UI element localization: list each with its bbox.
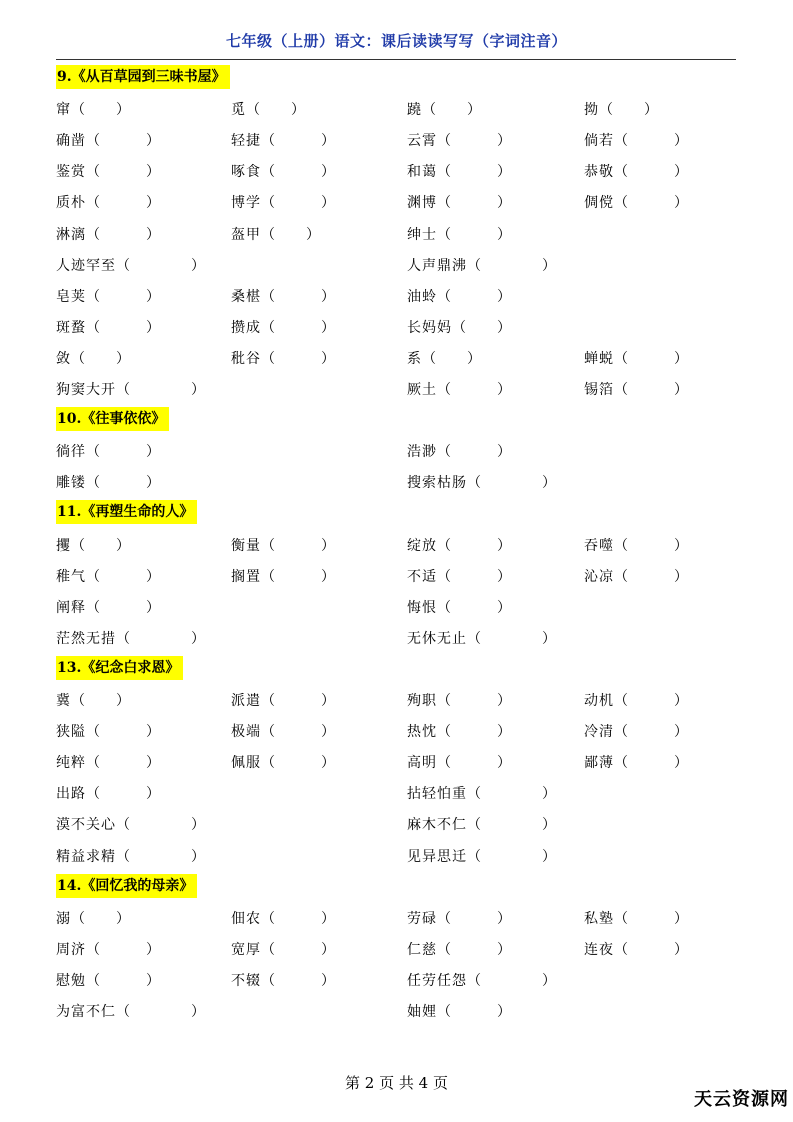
vocab-item: 阐释（ ） (56, 599, 161, 616)
vocab-item: 冷清（ ） (584, 724, 689, 741)
vocab-item: 仁慈（ ） (407, 941, 512, 958)
vocab-item: 极端（ ） (231, 724, 336, 741)
vocab-item: 绅士（ ） (407, 226, 512, 243)
vocab-item: 沁凉（ ） (584, 568, 689, 585)
vocab-item: 慰勉（ ） (56, 972, 161, 989)
vocab-item: 拈轻怕重（ ） (407, 786, 557, 803)
section-title: 11.《再塑生命的人》 (56, 500, 197, 524)
vocab-item: 恭敬（ ） (584, 164, 689, 181)
vocab-item: 劳碌（ ） (407, 910, 512, 927)
vocab-item: 觅（ ） (231, 102, 306, 119)
vocab-item: 吞噬（ ） (584, 537, 689, 554)
vocab-item: 渊博（ ） (407, 195, 512, 212)
vocab-item: 动机（ ） (584, 693, 689, 709)
vocab-item: 狭隘（ ） (56, 724, 161, 741)
vocab-item: 和蔼（ ） (407, 164, 512, 181)
vocab-item: 佩服（ ） (231, 755, 336, 772)
vocab-item: 皂荚（ ） (56, 288, 161, 305)
vocab-item: 拗（ ） (584, 102, 659, 119)
vocab-item: 溺（ ） (56, 910, 131, 927)
vocab-item: 麻木不仁（ ） (407, 817, 557, 834)
vocab-item: 鄙薄（ ） (584, 755, 689, 772)
vocab-item: 倜傥（ ） (584, 195, 689, 212)
vocab-item: 不适（ ） (407, 568, 512, 585)
vocab-item: 稚气（ ） (56, 568, 161, 585)
vocab-item: 不辍（ ） (231, 972, 336, 989)
vocab-item: 佃农（ ） (231, 910, 336, 927)
vocab-item: 轻捷（ ） (231, 133, 336, 150)
vocab-item: 出路（ ） (56, 786, 161, 803)
vocab-item: 漠不关心（ ） (56, 817, 206, 834)
vocab-item: 私塾（ ） (584, 910, 689, 927)
vocab-item: 浩渺（ ） (407, 444, 512, 461)
vocab-item: 攫（ ） (56, 537, 131, 554)
vocab-item: 人声鼎沸（ ） (407, 257, 557, 274)
vocab-item: 任劳任怨（ ） (407, 972, 557, 989)
page-title: 七年级（上册）语文：课后读读写写（字词注音） (225, 32, 567, 50)
vocab-item: 鉴赏（ ） (56, 164, 161, 181)
page-number: 第 2 页 共 4 页 (345, 1074, 448, 1092)
vocab-item: 蹺（ ） (407, 102, 482, 119)
vocab-item: 茫然无措（ ） (56, 630, 206, 647)
vocab-item: 攒成（ ） (231, 319, 336, 336)
vocab-item: 锡箔（ ） (584, 382, 689, 398)
vocab-item: 冀（ ） (56, 693, 131, 709)
vocab-item: 敛（ ） (56, 350, 131, 367)
vocab-item: 淋漓（ ） (56, 226, 161, 243)
vocab-item: 秕谷（ ） (231, 350, 336, 367)
section-title: 14.《回忆我的母亲》 (56, 874, 197, 898)
vocab-item: 派遣（ ） (231, 693, 336, 709)
vocab-item: 云霄（ ） (407, 133, 512, 150)
vocab-item: 精益求精（ ） (56, 848, 206, 865)
vocab-item: 狗窦大开（ ） (56, 382, 206, 398)
vocab-item: 桑椹（ ） (231, 288, 336, 305)
vocab-item: 倘若（ ） (584, 133, 689, 150)
vocab-item: 人迹罕至（ ） (56, 257, 206, 274)
vocab-item: 徜徉（ ） (56, 444, 161, 461)
vocab-item: 见异思迁（ ） (407, 848, 557, 865)
vocab-item: 高明（ ） (407, 755, 512, 772)
vocab-item: 搁置（ ） (231, 568, 336, 585)
vocab-item: 纯粹（ ） (56, 755, 161, 772)
vocab-item: 蝉蜕（ ） (584, 350, 689, 367)
vocab-item: 连夜（ ） (584, 941, 689, 958)
vocab-item: 衡量（ ） (231, 537, 336, 554)
vocab-item: 系（ ） (407, 350, 482, 367)
vocab-item: 周济（ ） (56, 941, 161, 958)
vocab-item: 为富不仁（ ） (56, 1004, 206, 1020)
vocab-item: 确凿（ ） (56, 133, 161, 150)
vocab-item: 妯娌（ ） (407, 1004, 512, 1020)
vocab-item: 搜索枯肠（ ） (407, 475, 557, 492)
vocab-item: 无休无止（ ） (407, 630, 557, 647)
vocab-item: 窜（ ） (56, 102, 131, 119)
vocab-item: 厥土（ ） (407, 382, 512, 398)
vocab-item: 绽放（ ） (407, 537, 512, 554)
vocab-item: 盔甲（ ） (231, 226, 321, 243)
vocab-item: 油蛉（ ） (407, 288, 512, 305)
vocab-item: 博学（ ） (231, 195, 336, 212)
section-title: 9.《从百草园到三味书屋》 (56, 65, 230, 89)
vocab-item: 长妈妈（ ） (407, 319, 512, 336)
section-title: 13.《纪念白求恩》 (56, 656, 183, 680)
vocab-item: 质朴（ ） (56, 195, 161, 212)
header-divider (56, 59, 736, 60)
vocab-item: 斑蝥（ ） (56, 319, 161, 336)
vocab-item: 宽厚（ ） (231, 941, 336, 958)
vocab-item: 悔恨（ ） (407, 599, 512, 616)
vocab-item: 啄食（ ） (231, 164, 336, 181)
section-title: 10.《往事依依》 (56, 407, 169, 431)
vocab-item: 雕镂（ ） (56, 475, 161, 492)
watermark-logo: 天云资源网 (694, 1089, 789, 1110)
vocab-item: 热忱（ ） (407, 724, 512, 741)
vocab-item: 殉职（ ） (407, 693, 512, 709)
